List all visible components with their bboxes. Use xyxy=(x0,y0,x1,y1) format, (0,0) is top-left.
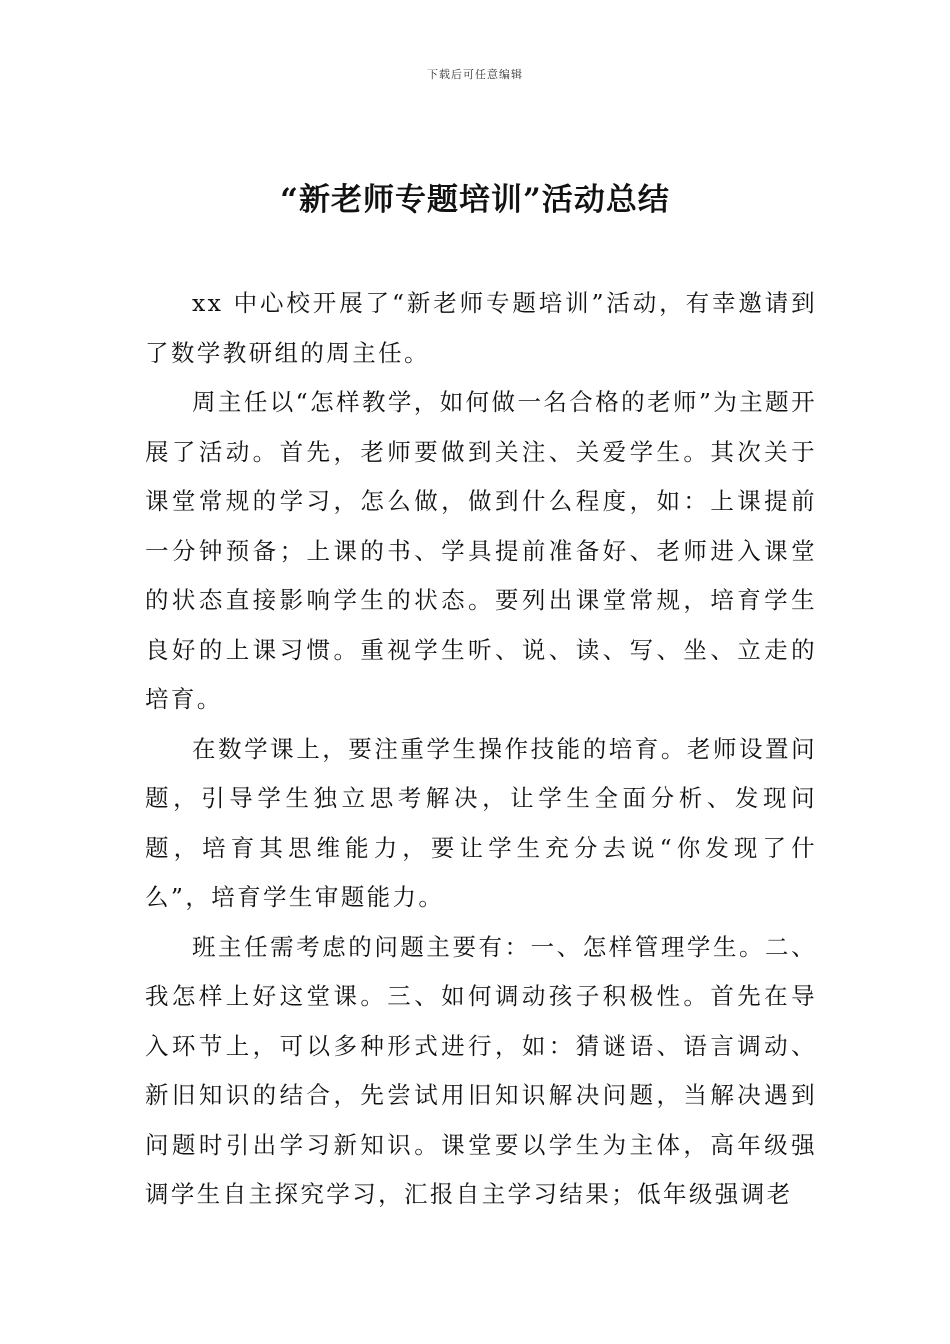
document-body xyxy=(145,279,817,1220)
paragraph-4: 班主任需考虑的问题主要有：一、怎样管理学生。二、我怎样上好这堂课。三、如何调动孩子积极性。首先在导入环节上，可以多种形式进行，如：猜谜语、语言调动、新旧知识的结合，先尝试用旧知识解决问题，当解决遇到问题时引出学习新知识。课堂要以学生为主体，高年级强调学生自主探究学习，汇报自主学习结果；低年级强调老 xyxy=(145,932,817,1208)
paragraph-1: xx 中心校开展了“新老师专题培训”活动，有幸邀请到了数学教研组的周主任。 xyxy=(145,289,817,367)
document-title: “新老师专题培训”活动总结 xyxy=(280,182,670,218)
paragraph-3: 在数学课上，要注重学生操作技能的培育。老师设置问题，引导学生独立思考解决，让学生全面分析、发现问题，培育其思维能力，要让学生充分去说“你发现了什么”，培育学生审题能力。 xyxy=(145,734,817,911)
paragraph-2: 周主任以“怎样教学，如何做一名合格的老师”为主题开展了活动。首先，老师要做到关注、关爱学生。其次关于课堂常规的学习，怎么做，做到什么程度，如：上课提前一分钟预备；上课的书、学具提前准备好、老师进入课堂的状态直接影响学生的状态。要列出课堂常规，培育学生良好的上课习惯。重视学生听、说、读、写、坐、立走的培育。 xyxy=(145,388,817,713)
header-note: 下载后可任意编辑 xyxy=(427,68,523,81)
